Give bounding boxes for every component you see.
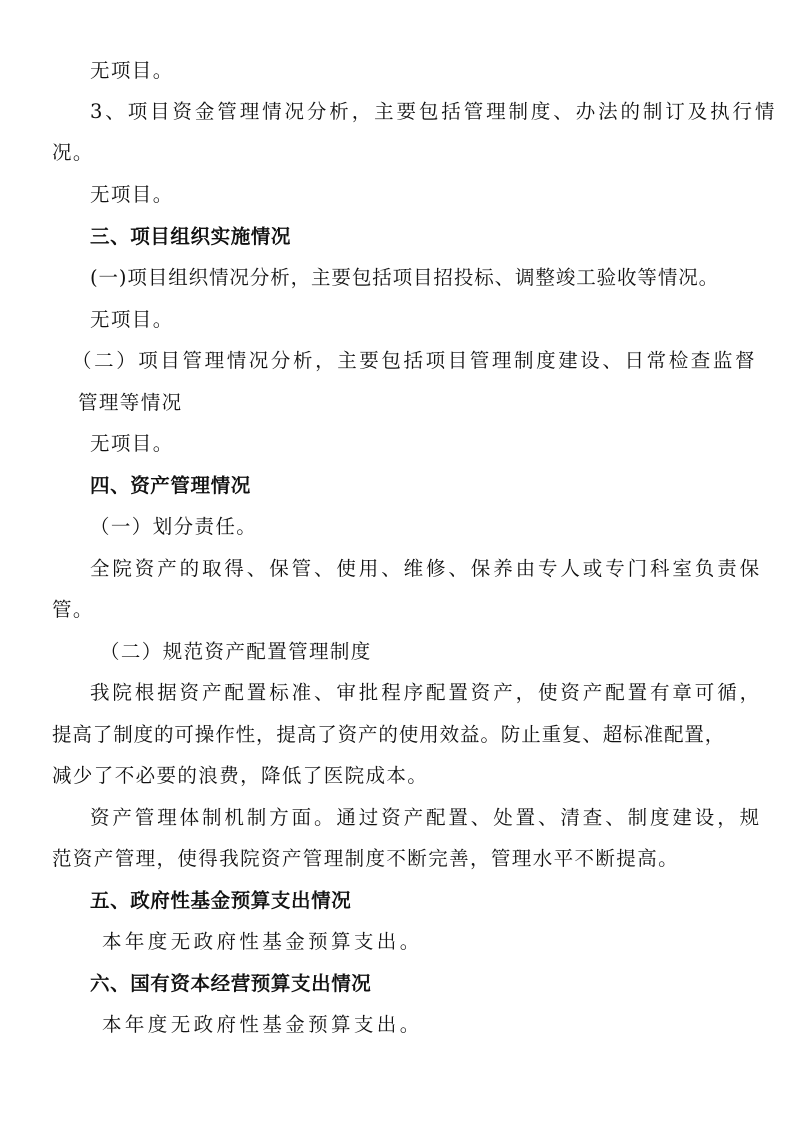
paragraph-line: 我院根据资产配置标准、审批程序配置资产，使资产配置有章可循， bbox=[90, 681, 763, 704]
paragraph-line: 本年度无政府性基金预算支出。 bbox=[102, 930, 423, 953]
paragraph-line: 本年度无政府性基金预算支出。 bbox=[102, 1013, 423, 1036]
section-heading: 六、国有资本经营预算支出情况 bbox=[90, 972, 372, 995]
section-heading: 三、项目组织实施情况 bbox=[90, 225, 292, 248]
section-heading: 四、资产管理情况 bbox=[90, 474, 251, 497]
paragraph-line: 资产管理体制机制方面。通过资产配置、处置、清查、制度建设，规 bbox=[90, 806, 763, 829]
paragraph-line: 提高了制度的可操作性，提高了资产的使用效益。防止重复、超标准配置， bbox=[52, 723, 726, 746]
paragraph-line: 3、项目资金管理情况分析，主要包括管理制度、办法的制订及执行情 bbox=[90, 100, 778, 123]
paragraph-line: 况。 bbox=[52, 141, 94, 164]
paragraph-line: （二）规范资产配置管理制度 bbox=[100, 640, 372, 663]
paragraph-line: 管。 bbox=[52, 598, 94, 621]
paragraph-line: 减少了不必要的浪费，降低了医院成本。 bbox=[52, 764, 429, 787]
paragraph-line: 全院资产的取得、保管、使用、维修、保养由专人或专门科室负责保 bbox=[90, 557, 763, 580]
paragraph-line: 无项目。 bbox=[90, 308, 174, 331]
paragraph-line: 无项目。 bbox=[90, 432, 174, 455]
paragraph-line: (一)项目组织情况分析，主要包括项目招投标、调整竣工验收等情况。 bbox=[90, 266, 720, 289]
paragraph-line: 无项目。 bbox=[90, 59, 174, 82]
section-heading: 五、政府性基金预算支出情况 bbox=[90, 889, 352, 912]
paragraph-line: （一）划分责任。 bbox=[90, 515, 258, 538]
paragraph-line: （二）项目管理情况分析，主要包括项目管理制度建设、日常检查监督 bbox=[72, 349, 758, 372]
paragraph-line: 无项目。 bbox=[90, 183, 174, 206]
paragraph-line: 范资产管理，使得我院资产管理制度不断完善，管理水平不断提高。 bbox=[52, 847, 680, 870]
paragraph-line: 管理等情况 bbox=[78, 391, 183, 414]
